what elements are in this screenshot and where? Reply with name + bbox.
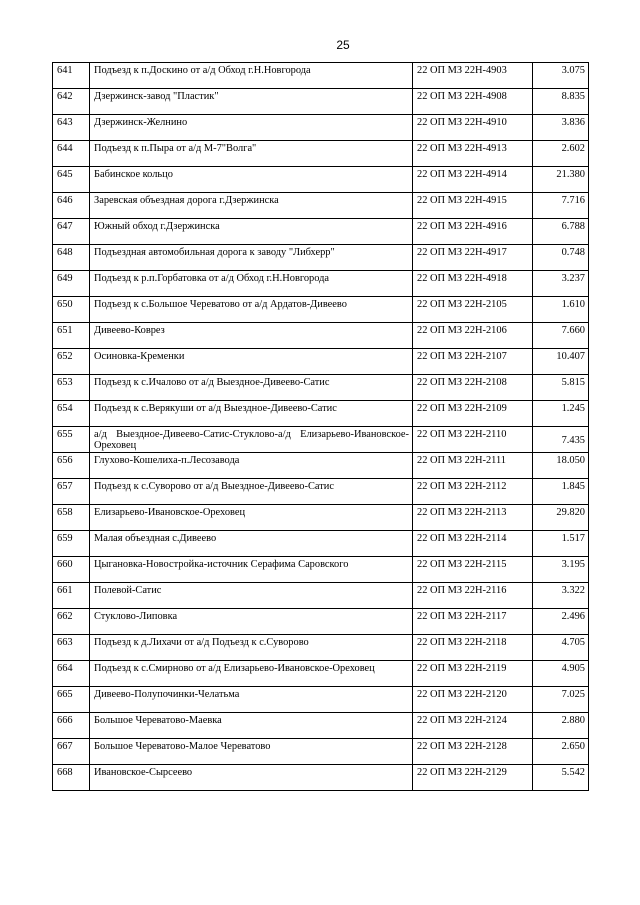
row-number-cell: 650 xyxy=(53,297,90,323)
row-number-cell: 642 xyxy=(53,89,90,115)
road-name-cell: Стуклово-Липовка xyxy=(90,609,413,635)
road-length-cell: 1.845 xyxy=(533,479,589,505)
road-name-cell: Полевой-Сатис xyxy=(90,583,413,609)
row-number-cell: 648 xyxy=(53,245,90,271)
road-length-cell: 1.245 xyxy=(533,401,589,427)
road-length-cell: 4.905 xyxy=(533,661,589,687)
row-number-cell: 659 xyxy=(53,531,90,557)
row-number-cell: 660 xyxy=(53,557,90,583)
road-length-cell: 7.435 xyxy=(533,427,589,453)
table-row xyxy=(53,661,589,687)
road-length-cell: 21.380 xyxy=(533,167,589,193)
road-id-cell: 22 ОП МЗ 22Н-4917 xyxy=(413,245,533,271)
road-length-cell: 2.602 xyxy=(533,141,589,167)
road-name-cell: Бабинское кольцо xyxy=(90,167,413,193)
table-row xyxy=(53,713,589,739)
road-name-cell: Малая объездная с.Дивеево xyxy=(90,531,413,557)
table-row xyxy=(53,63,589,89)
road-id-cell: 22 ОП МЗ 22Н-2110 xyxy=(413,427,533,453)
road-name-cell: Подъезд к с.Смирново от а/д Елизарьево-Ивановское-Ореховец xyxy=(90,661,413,687)
roads-table-body xyxy=(53,63,589,791)
table-row xyxy=(53,401,589,427)
table-row xyxy=(53,557,589,583)
road-id-cell: 22 ОП МЗ 22Н-2118 xyxy=(413,635,533,661)
table-row xyxy=(53,505,589,531)
road-length-cell: 29.820 xyxy=(533,505,589,531)
road-id-cell: 22 ОП МЗ 22Н-2117 xyxy=(413,609,533,635)
road-id-cell: 22 ОП МЗ 22Н-2129 xyxy=(413,765,533,791)
row-number-cell: 667 xyxy=(53,739,90,765)
road-length-cell: 2.496 xyxy=(533,609,589,635)
road-name-cell: Ивановское-Сырсеево xyxy=(90,765,413,791)
row-number-cell: 643 xyxy=(53,115,90,141)
table-row xyxy=(53,271,589,297)
road-name-cell: Подъезд к с.Ичалово от а/д Выездное-Дивеево-Сатис xyxy=(90,375,413,401)
road-length-cell: 8.835 xyxy=(533,89,589,115)
row-number-cell: 649 xyxy=(53,271,90,297)
road-length-cell: 4.705 xyxy=(533,635,589,661)
road-name-cell: Дзержинск-завод "Пластик" xyxy=(90,89,413,115)
row-number-cell: 641 xyxy=(53,63,90,89)
road-id-cell: 22 ОП МЗ 22Н-2124 xyxy=(413,713,533,739)
row-number-cell: 645 xyxy=(53,167,90,193)
road-name-cell: Дзержинск-Желнино xyxy=(90,115,413,141)
road-id-cell: 22 ОП МЗ 22Н-2109 xyxy=(413,401,533,427)
road-id-cell: 22 ОП МЗ 22Н-2114 xyxy=(413,531,533,557)
road-id-cell: 22 ОП МЗ 22Н-2115 xyxy=(413,557,533,583)
table-row xyxy=(53,167,589,193)
table-row xyxy=(53,297,589,323)
road-name-cell: Подъездная автомобильная дорога к заводу "Либхерр" xyxy=(90,245,413,271)
row-number-cell: 664 xyxy=(53,661,90,687)
page-number: 25 xyxy=(336,38,350,52)
road-id-cell: 22 ОП МЗ 22Н-2119 xyxy=(413,661,533,687)
road-name-cell: Глухово-Кошелиха-п.Лесозавода xyxy=(90,453,413,479)
road-id-cell: 22 ОП МЗ 22Н-2106 xyxy=(413,323,533,349)
road-name-cell: Елизарьево-Ивановское-Ореховец xyxy=(90,505,413,531)
road-length-cell: 3.237 xyxy=(533,271,589,297)
road-length-cell: 7.660 xyxy=(533,323,589,349)
road-id-cell: 22 ОП МЗ 22Н-2116 xyxy=(413,583,533,609)
row-number-cell: 654 xyxy=(53,401,90,427)
road-id-cell: 22 ОП МЗ 22Н-4916 xyxy=(413,219,533,245)
row-number-cell: 665 xyxy=(53,687,90,713)
road-length-cell: 5.815 xyxy=(533,375,589,401)
road-name-cell: Южный обход г.Дзержинска xyxy=(90,219,413,245)
row-number-cell: 668 xyxy=(53,765,90,791)
road-length-cell: 2.880 xyxy=(533,713,589,739)
table-row xyxy=(53,219,589,245)
road-id-cell: 22 ОП МЗ 22Н-2128 xyxy=(413,739,533,765)
road-name-cell: Подъезд к с.Суворово от а/д Выездное-Дивеево-Сатис xyxy=(90,479,413,505)
table-row xyxy=(53,739,589,765)
road-length-cell: 0.748 xyxy=(533,245,589,271)
row-number-cell: 658 xyxy=(53,505,90,531)
table-row xyxy=(53,453,589,479)
road-id-cell: 22 ОП МЗ 22Н-2113 xyxy=(413,505,533,531)
road-name-cell: Подъезд к д.Лихачи от а/д Подъезд к с.Суворово xyxy=(90,635,413,661)
table-row xyxy=(53,635,589,661)
road-name-cell: Дивеево-Коврез xyxy=(90,323,413,349)
row-number-cell: 661 xyxy=(53,583,90,609)
road-id-cell: 22 ОП МЗ 22Н-2107 xyxy=(413,349,533,375)
table-row xyxy=(53,765,589,791)
road-id-cell: 22 ОП МЗ 22Н-4915 xyxy=(413,193,533,219)
table-row xyxy=(53,193,589,219)
table-row xyxy=(53,531,589,557)
table-row xyxy=(53,687,589,713)
road-length-cell: 3.075 xyxy=(533,63,589,89)
road-name-cell: Заревская объездная дорога г.Дзержинска xyxy=(90,193,413,219)
road-length-cell: 3.195 xyxy=(533,557,589,583)
row-number-cell: 647 xyxy=(53,219,90,245)
road-length-cell: 7.716 xyxy=(533,193,589,219)
row-number-cell: 662 xyxy=(53,609,90,635)
row-number-cell: 653 xyxy=(53,375,90,401)
row-number-cell: 657 xyxy=(53,479,90,505)
roads-table xyxy=(52,62,589,791)
table-row xyxy=(53,427,589,453)
road-id-cell: 22 ОП МЗ 22Н-2120 xyxy=(413,687,533,713)
row-number-cell: 644 xyxy=(53,141,90,167)
road-id-cell: 22 ОП МЗ 22Н-4918 xyxy=(413,271,533,297)
road-name-cell: Подъезд к с.Большое Череватово от а/д Ардатов-Дивеево xyxy=(90,297,413,323)
road-id-cell: 22 ОП МЗ 22Н-2105 xyxy=(413,297,533,323)
road-length-cell: 1.610 xyxy=(533,297,589,323)
road-name-cell: Подъезд к с.Верякуши от а/д Выездное-Дивеево-Сатис xyxy=(90,401,413,427)
road-length-cell: 10.407 xyxy=(533,349,589,375)
row-number-cell: 651 xyxy=(53,323,90,349)
road-id-cell: 22 ОП МЗ 22Н-4913 xyxy=(413,141,533,167)
road-name-cell: Цыгановка-Новостройка-источник Серафима Саровского xyxy=(90,557,413,583)
road-name-cell: Подъезд к р.п.Горбатовка от а/д Обход г.Н.Новгорода xyxy=(90,271,413,297)
row-number-cell: 652 xyxy=(53,349,90,375)
road-id-cell: 22 ОП МЗ 22Н-2112 xyxy=(413,479,533,505)
road-length-cell: 7.025 xyxy=(533,687,589,713)
road-name-cell: Осиновка-Кременки xyxy=(90,349,413,375)
row-number-cell: 666 xyxy=(53,713,90,739)
road-id-cell: 22 ОП МЗ 22Н-4910 xyxy=(413,115,533,141)
road-length-cell: 2.650 xyxy=(533,739,589,765)
row-number-cell: 646 xyxy=(53,193,90,219)
road-length-cell: 3.322 xyxy=(533,583,589,609)
road-length-cell: 6.788 xyxy=(533,219,589,245)
row-number-cell: 663 xyxy=(53,635,90,661)
row-number-cell: 656 xyxy=(53,453,90,479)
road-length-cell: 1.517 xyxy=(533,531,589,557)
table-row xyxy=(53,323,589,349)
road-name-cell: Дивеево-Полупочинки-Челатьма xyxy=(90,687,413,713)
table-row xyxy=(53,245,589,271)
table-row xyxy=(53,115,589,141)
road-name-cell: Подъезд к п.Доскино от а/д Обход г.Н.Новгорода xyxy=(90,63,413,89)
road-length-cell: 5.542 xyxy=(533,765,589,791)
table-row xyxy=(53,141,589,167)
road-id-cell: 22 ОП МЗ 22Н-4908 xyxy=(413,89,533,115)
table-row xyxy=(53,349,589,375)
table-row xyxy=(53,583,589,609)
table-row xyxy=(53,479,589,505)
table-row xyxy=(53,375,589,401)
road-id-cell: 22 ОП МЗ 22Н-2111 xyxy=(413,453,533,479)
table-row xyxy=(53,609,589,635)
road-name-cell: Большое Череватово-Малое Череватово xyxy=(90,739,413,765)
road-id-cell: 22 ОП МЗ 22Н-2108 xyxy=(413,375,533,401)
road-name-cell: Подъезд к п.Пыра от а/д М-7"Волга" xyxy=(90,141,413,167)
road-length-cell: 18.050 xyxy=(533,453,589,479)
road-id-cell: 22 ОП МЗ 22Н-4903 xyxy=(413,63,533,89)
table-row xyxy=(53,89,589,115)
road-name-cell: Большое Череватово-Маевка xyxy=(90,713,413,739)
row-number-cell: 655 xyxy=(53,427,90,453)
road-length-cell: 3.836 xyxy=(533,115,589,141)
road-name-cell: а/д Выездное-Дивеево-Сатис-Стуклово-а/д Елизарьево-Ивановское-Ореховец xyxy=(90,427,413,453)
road-id-cell: 22 ОП МЗ 22Н-4914 xyxy=(413,167,533,193)
